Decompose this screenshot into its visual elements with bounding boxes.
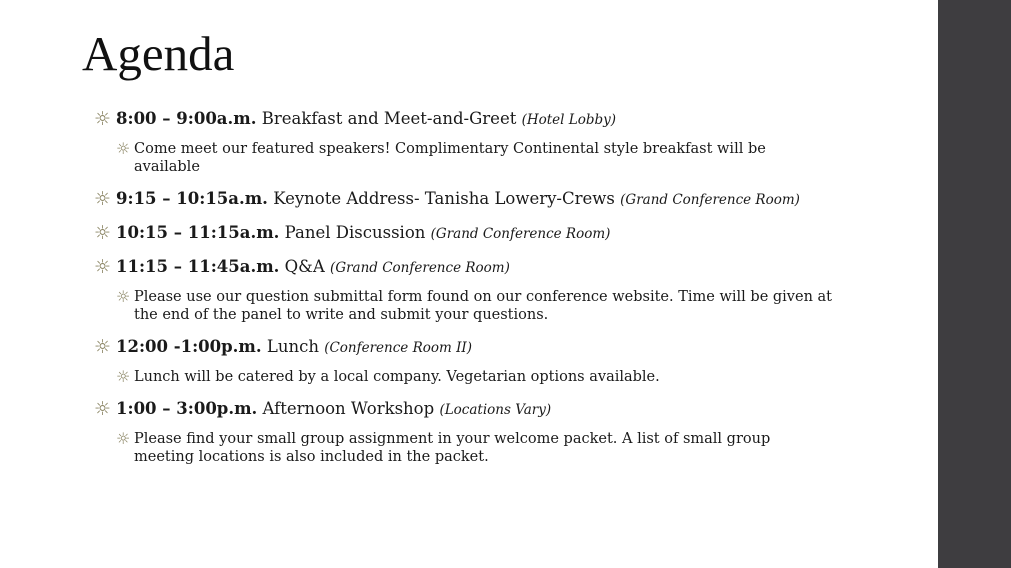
slide-title: Agenda (82, 26, 235, 81)
agenda-item (94, 336, 874, 359)
sun-icon: ☼ (116, 139, 131, 158)
agenda-note (116, 430, 834, 466)
agenda-item (94, 188, 874, 211)
agenda-item (94, 398, 874, 421)
agenda-location: (Grand Conference Room) (430, 226, 611, 242)
agenda-time: 11:15 – 11:45a.m. (116, 257, 280, 276)
agenda-location: (Grand Conference Room) (330, 260, 510, 276)
agenda-event: Q&A (284, 257, 325, 276)
side-bar (938, 0, 1011, 568)
agenda-event: Breakfast and Meet-and-Greet (261, 109, 517, 128)
agenda-location: (Grand Conference Room) (620, 192, 800, 208)
agenda-note-text: Come meet our featured speakers! Complimentary Continental style breakfast will be available (134, 141, 766, 175)
agenda-note (116, 288, 834, 324)
sun-icon: ☼ (116, 287, 131, 306)
agenda-note (116, 368, 834, 386)
agenda-event: Afternoon Workshop (262, 399, 435, 418)
agenda-list (94, 108, 874, 478)
agenda-event: Lunch (266, 337, 319, 356)
agenda-item (94, 256, 874, 279)
sun-icon: ☼ (94, 188, 112, 210)
sun-icon: ☼ (94, 222, 112, 244)
sun-icon: ☼ (94, 336, 112, 358)
agenda-time: 9:15 – 10:15a.m. (116, 189, 268, 208)
agenda-time: 8:00 – 9:00a.m. (116, 109, 257, 128)
sun-icon: ☼ (94, 256, 112, 278)
agenda-note-text: Please use our question submittal form found on our conference website. Time will be given at the end of the panel to write and submit your questions. (134, 289, 832, 323)
sun-icon: ☼ (94, 108, 112, 130)
agenda-location: (Hotel Lobby) (521, 112, 617, 128)
agenda-note (116, 140, 834, 176)
sun-icon: ☼ (116, 367, 131, 386)
agenda-time: 1:00 – 3:00p.m. (116, 399, 258, 418)
agenda-event: Keynote Address- Tanisha Lowery-Crews (273, 189, 615, 208)
agenda-location: (Locations Vary) (439, 402, 552, 418)
agenda-note-text: Lunch will be catered by a local company. Vegetarian options available. (134, 369, 660, 385)
agenda-note-text: Please find your small group assignment in your welcome packet. A list of small group meeting locations is also included in the packet. (134, 431, 771, 465)
agenda-time: 10:15 – 11:15a.m. (116, 223, 280, 242)
agenda-item (94, 108, 874, 131)
sun-icon: ☼ (94, 398, 112, 420)
agenda-time: 12:00 -1:00p.m. (116, 337, 262, 356)
agenda-item (94, 222, 874, 245)
agenda-location: (Conference Room II) (324, 340, 473, 356)
agenda-event: Panel Discussion (284, 223, 426, 242)
sun-icon: ☼ (116, 429, 131, 448)
